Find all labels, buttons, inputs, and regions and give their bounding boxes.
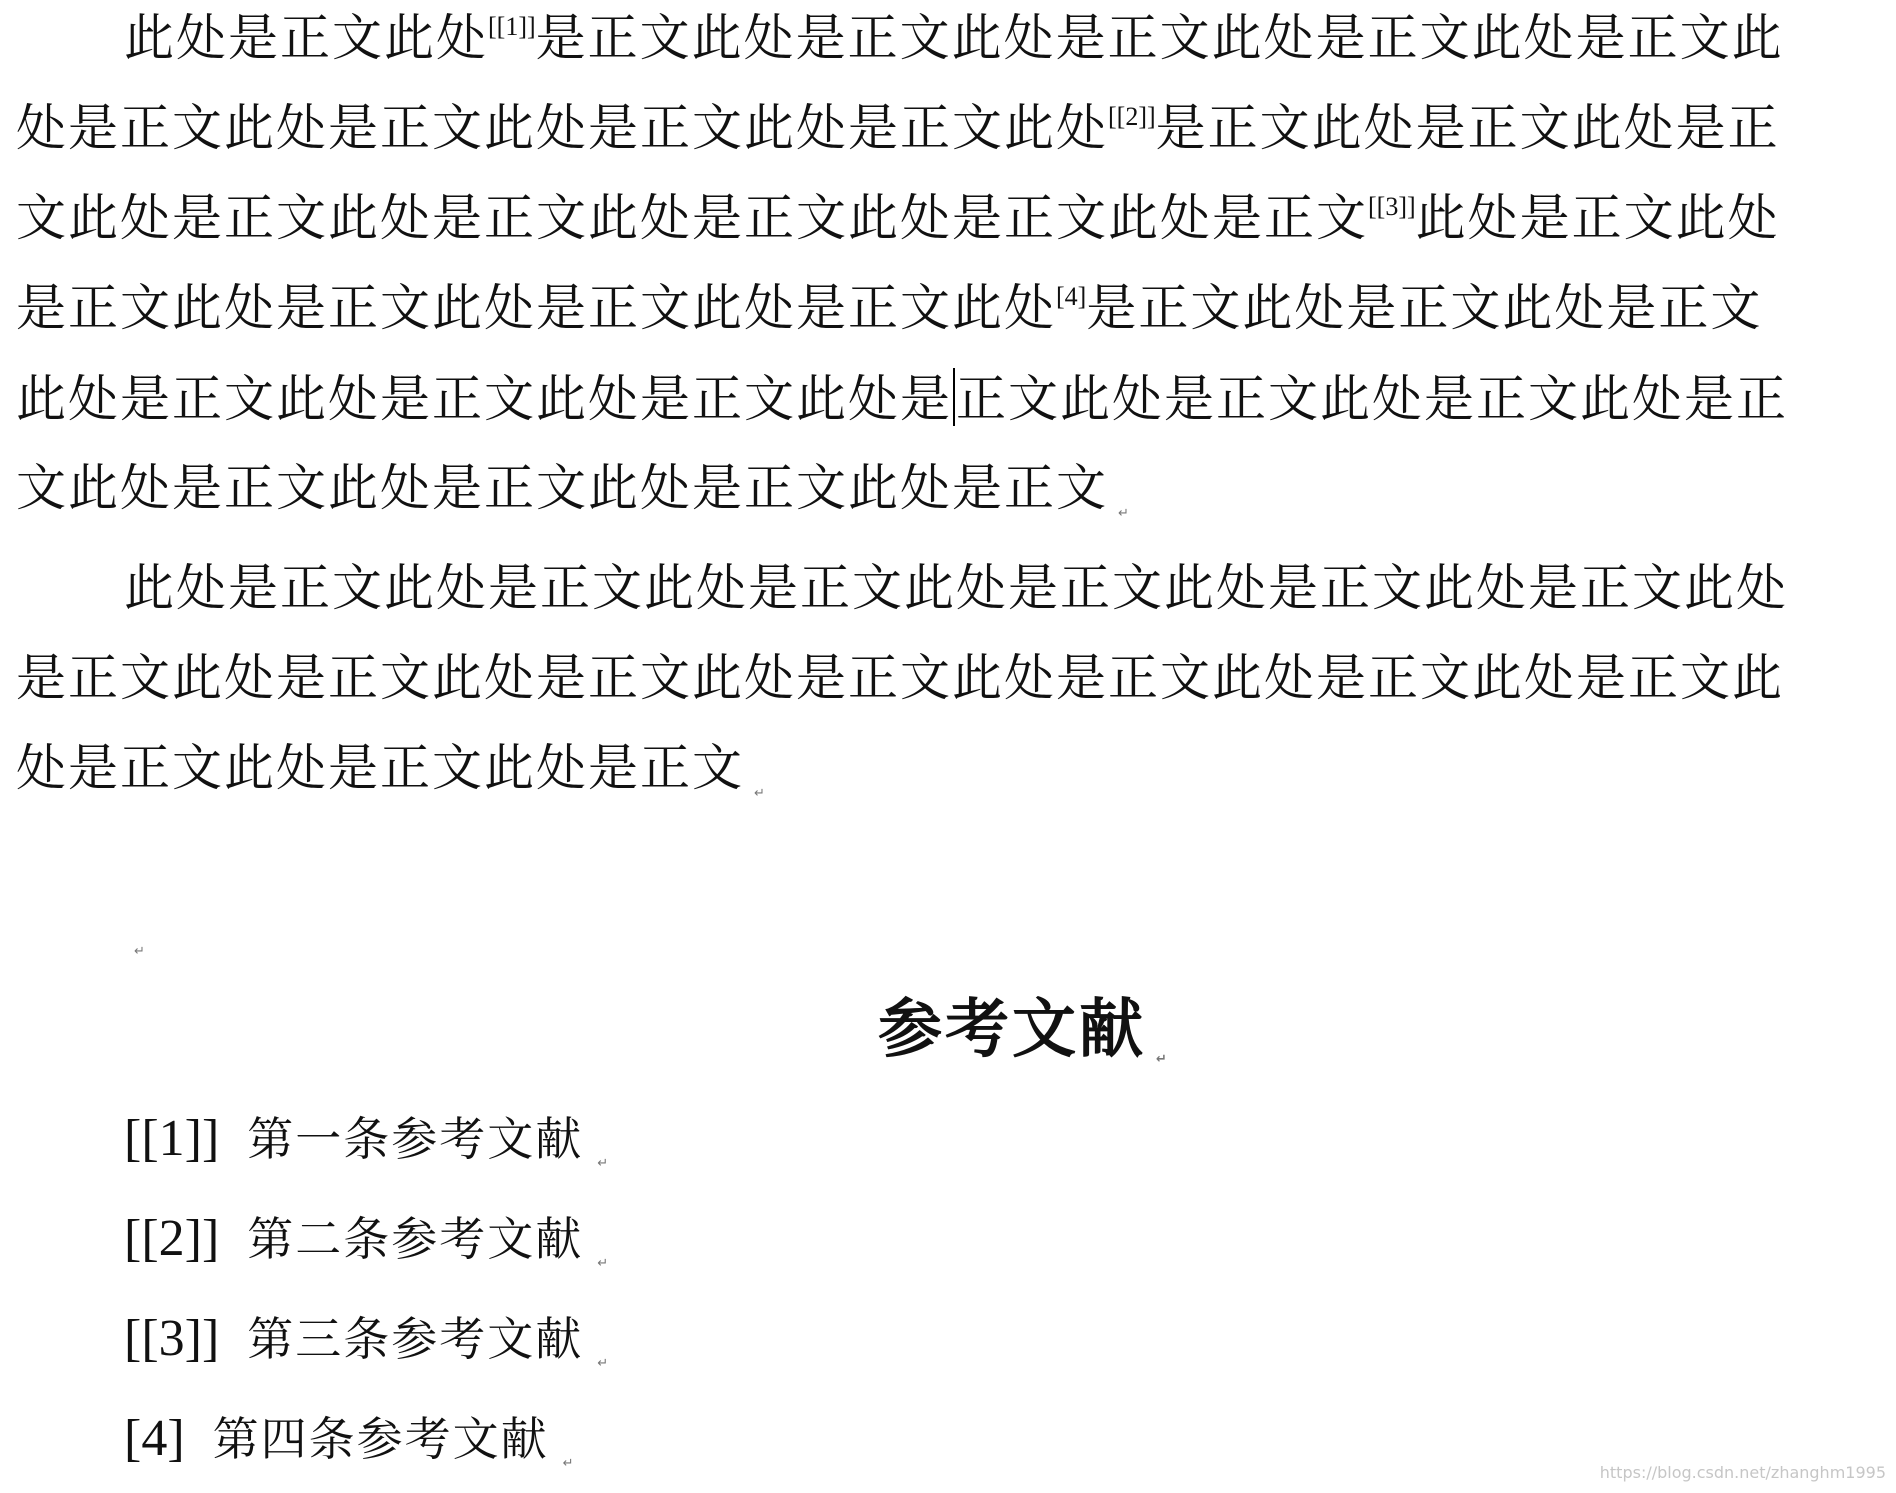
paragraph-mark: ↵ [1156,1052,1167,1067]
paragraph-line: 此处是正文此处[[1]]是正文此处是正文此处是正文此处是正文此处是正文此 [124,9,1784,67]
citation-marker[interactable]: [[2]] [1108,102,1156,131]
reference-item [124,1410,574,1493]
paragraph-line: 是正文此处是正文此处是正文此处是正文此处是正文此处是正文此处是正文此 [16,649,1784,707]
reference-item [124,1210,608,1293]
reference-text: 第四条参考文献 [212,1412,549,1466]
paragraph-line: 是正文此处是正文此处是正文此处是正文此处[4]是正文此处是正文此处是正文 [16,279,1763,337]
reference-text: 第三条参考文献 [247,1312,584,1366]
reference-item [124,1310,608,1393]
references-heading [878,992,1167,1098]
watermark: https://blog.csdn.net/zhanghm1995 [1599,1463,1886,1482]
paragraph-line: 文此处是正文此处是正文此处是正文此处是正文 $_↵$ [16,459,1129,521]
paragraph-line: 此处是正文此处是正文此处是正文此处是正文此处是正文此处是正文此处 [124,559,1788,617]
references-heading-text: 参考文献 [878,992,1146,1067]
citation-marker[interactable]: [[3]] [1368,192,1416,221]
paragraph-line: 处是正文此处是正文此处是正文 $_↵$ [16,739,765,801]
paragraph-line: 文此处是正文此处是正文此处是正文此处是正文此处是正文[[3]]此处是正文此处 [16,189,1780,247]
reference-number: [4] [124,1410,185,1467]
paragraph-mark: ↵ [562,1456,574,1471]
paragraph-line: 此处是正文此处是正文此处是正文此处是正文此处是正文此处是正文此处是正 [16,370,1788,428]
text-cursor [953,368,955,426]
empty-paragraph-mark: ↵ [134,944,145,959]
citation-marker[interactable]: [4] [1056,282,1087,311]
paragraph-mark: ↵ [597,1356,609,1371]
reference-text: 第一条参考文献 [247,1112,584,1166]
paragraph-mark: ↵ [597,1156,609,1171]
paragraph-mark: ↵ [1118,506,1129,521]
reference-number: [[2]] [124,1210,220,1267]
paragraph-line: 处是正文此处是正文此处是正文此处是正文此处[[2]]是正文此处是正文此处是正 [16,99,1780,157]
paragraph-mark: ↵ [597,1256,609,1271]
citation-marker[interactable]: [[1]] [488,12,536,41]
reference-number: [[3]] [124,1310,220,1367]
reference-text: 第二条参考文献 [247,1212,584,1266]
paragraph-mark: ↵ [754,786,765,801]
reference-item [124,1110,608,1193]
reference-number: [[1]] [124,1110,220,1167]
